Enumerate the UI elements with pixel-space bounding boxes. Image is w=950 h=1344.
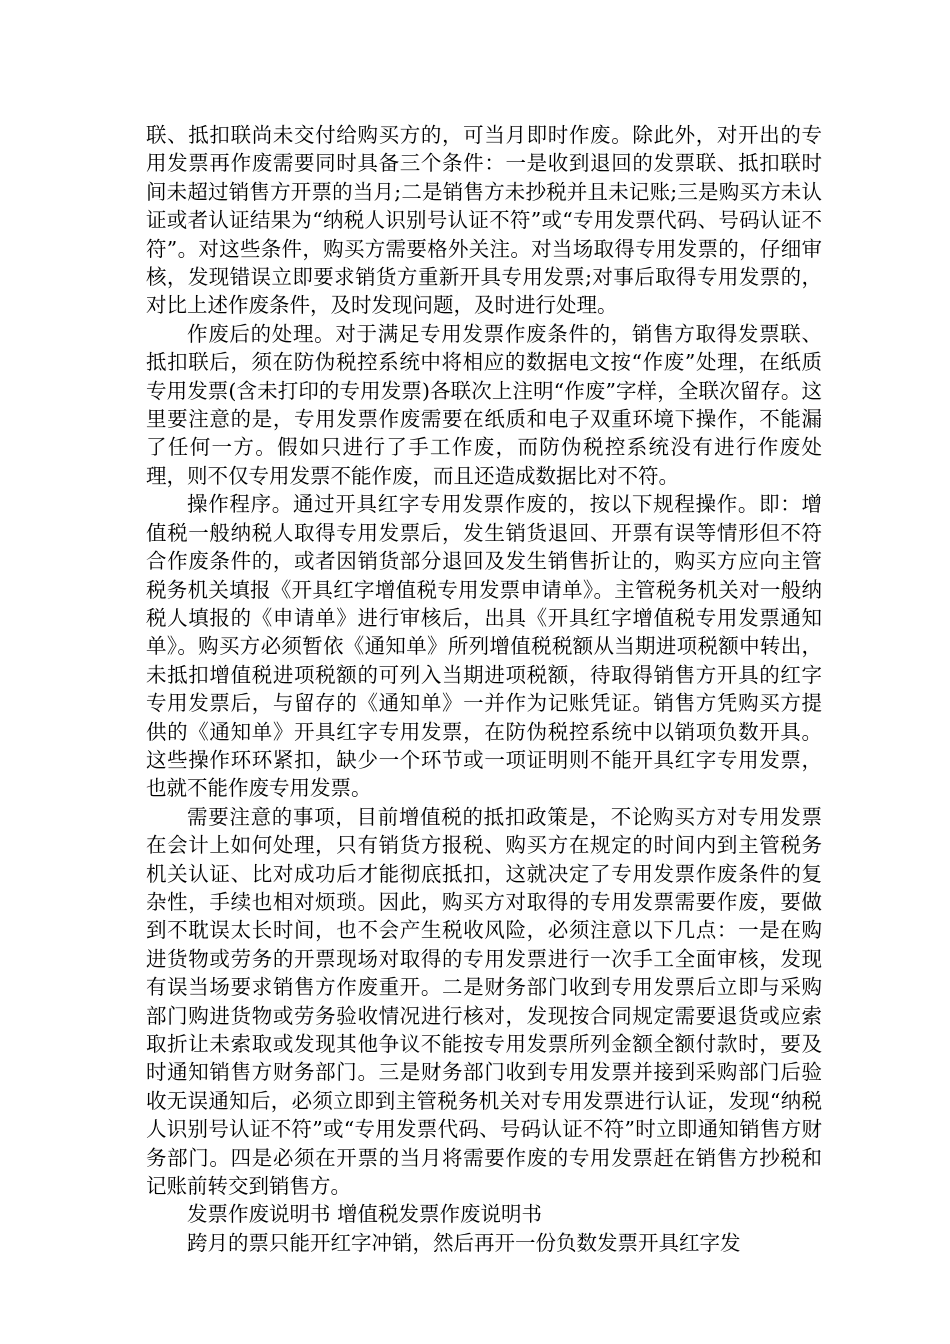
paragraph-operating-procedure: 操作程序。通过开具红字专用发票作废的，按以下规程操作。即：增值税一般纳税人取得专用发票后，发生销货退回、开票有误等情形但不符合作废条件的，或者因销货部分退回及发生销售折让的，购买方应向主管税务机关填报《开具红字增值税专用发票申请单》。主管税务机关对一般纳税人填报的《申请单》进行审核后，出具《开具红字增值税专用发票通知单》。购买方必须暂依《通知单》所列增值税税额从当期进项税额中转出，未抵扣增值税进项税额的可列入当期进项税额，待取得销售方开具的红字专用发票后，与留存的《通知单》一并作为记账凭证。销售方凭购买方提供的《通知单》开具红字专用发票，在防伪税控系统中以销项负数开具。这些操作环环紧扣，缺少一个环节或一项证明则不能开具红字专用发票，也就不能作废专用发票。 <box>146 492 822 801</box>
document-page <box>146 121 822 1257</box>
paragraph-invalidation-conditions: 联、抵扣联尚未交付给购买方的，可当月即时作废。除此外，对开出的专用发票再作废需要同时具备三个条件：一是收到退回的发票联、抵扣联时间未超过销售方开票的当月;二是销售方未抄税并且未记账;三是购买方未认证或者认证结果为“纳税人识别号认证不符”或“专用发票代码、号码认证不符”。对这些条件，购买方需要格外关注。对当场取得专用发票的，仔细审核，发现错误立即要求销货方重新开具专用发票;对事后取得专用发票的，对比上述作废条件，及时发现问题，及时进行处理。 <box>146 123 822 318</box>
paragraph-section-heading: 发票作废说明书 增值税发票作废说明书 <box>187 1202 543 1227</box>
paragraph-post-invalidation-handling: 作废后的处理。对于满足专用发票作废条件的，销售方取得发票联、抵扣联后，须在防伪税控系统中将相应的数据电文按“作废”处理，在纸质专用发票(含未打印的专用发票)各联次上注明“作废”字样，全联次留存。这里要注意的是，专用发票作废需要在纸质和电子双重环境下操作，不能漏了任何一方。假如只进行了手工作废，而防伪税控系统没有进行作废处理，则不仅专用发票不能作废，而且还造成数据比对不符。 <box>146 321 822 488</box>
paragraph-cross-month-invoices: 跨月的票只能开红字冲销，然后再开一份负数发票开具红字发 <box>187 1230 741 1255</box>
paragraph-notes: 需要注意的事项，目前增值税的抵扣政策是，不论购买方对专用发票在会计上如何处理，只有销货方报税、购买方在规定的时间内到主管税务机关认证、比对成功后才能彻底抵扣，这就决定了专用发票作废条件的复杂性，手续也相对烦琐。因此，购买方对取得的专用发票需要作废，要做到不耽误太长时间，也不会产生税收风险，必须注意以下几点：一是在购进货物或劳务的开票现场对取得的专用发票进行一次手工全面审核，发现有误当场要求销售方作废重开。二是财务部门收到专用发票后立即与采购部门购进货物或劳务验收情况进行核对，发现按合同规定需要退货或应索取折让未索取或发现其他争议不能按专用发票所列金额全额付款时，要及时通知销售方财务部门。三是财务部门收到专用发票并接到采购部门后验收无误通知后，必须立即到主管税务机关对专用发票进行认证，发现“纳税人识别号认证不符”或“专用发票代码、号码认证不符”时立即通知销售方财务部门。四是必须在开票的当月将需要作废的专用发票赶在销售方抄税和记账前转交到销售方。 <box>146 804 822 1199</box>
